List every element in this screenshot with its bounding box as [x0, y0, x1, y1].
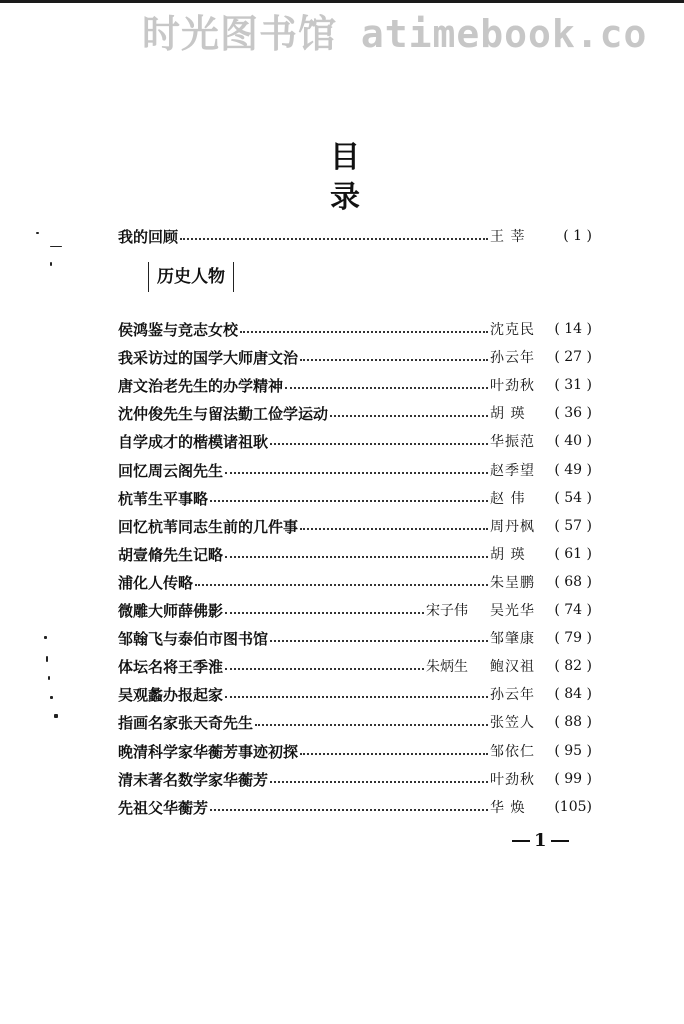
entry-page: ( 49 ) [554, 462, 592, 478]
entry-author: 胡 瑛 [490, 547, 526, 563]
entry-page: ( 88 ) [554, 714, 592, 730]
leader-dots [270, 443, 488, 445]
toc-entry[interactable] [118, 373, 592, 397]
toc-entry[interactable] [118, 486, 592, 510]
leader-dots [225, 472, 488, 474]
entry-title: 清末著名数学家华蘅芳 [118, 770, 269, 789]
section-heading: 历史人物 [148, 262, 234, 292]
entry-title: 沈仲俊先生与留法勤工俭学运动 [118, 404, 329, 423]
toc-entry[interactable] [118, 682, 592, 706]
toc-entry[interactable] [118, 224, 592, 248]
scan-speck [36, 232, 39, 234]
toc-entry[interactable] [118, 570, 592, 594]
leader-dots [210, 809, 488, 811]
entry-title: 邹翰飞与泰伯市图书馆 [118, 629, 269, 648]
entry-author: 赵 伟 [490, 491, 526, 507]
entry-author: 王 莘 [490, 229, 526, 245]
entry-author: 邹依仁 [490, 744, 535, 760]
entry-title: 先祖父华蘅芳 [118, 798, 209, 817]
toc-entry[interactable] [118, 429, 592, 453]
leader-dots [330, 415, 488, 417]
entry-title: 体坛名将王季淮 [118, 657, 224, 676]
entry-author: 孙云年 [490, 687, 535, 703]
entry-title: 浦化人传略 [118, 573, 194, 592]
entry-author: 张笠人 [490, 715, 535, 731]
entry-title: 胡壹脩先生记略 [118, 545, 224, 564]
entry-page: ( 82 ) [554, 658, 592, 674]
toc-entry[interactable] [118, 626, 592, 650]
entry-page: ( 68 ) [554, 574, 592, 590]
entry-page: ( 79 ) [554, 630, 592, 646]
toc-entry[interactable] [118, 458, 592, 482]
watermark: 时光图书馆 atimebook.co [142, 12, 648, 56]
entry-page: ( 84 ) [554, 686, 592, 702]
scan-speck [44, 636, 47, 639]
entry-page: ( 99 ) [554, 771, 592, 787]
leader-dots [300, 753, 488, 755]
entry-author: 胡 瑛 [490, 406, 526, 422]
entry-page: ( 31 ) [554, 377, 592, 393]
entry-title: 回忆杭苇同志生前的几件事 [118, 517, 299, 536]
leader-dots [180, 238, 488, 240]
leader-dots [225, 668, 424, 670]
scan-speck [50, 262, 52, 266]
scan-speck [50, 696, 53, 699]
entry-title: 晚清科学家华蘅芳事迹初探 [118, 742, 299, 761]
entry-page: ( 36 ) [554, 405, 592, 421]
scan-speck [54, 714, 58, 718]
entry-page: ( 95 ) [554, 743, 592, 759]
leader-dots [225, 696, 488, 698]
page-number-dash [551, 840, 569, 842]
entry-title: 我的回顾 [118, 227, 179, 246]
entry-coauthor: 朱炳生 [426, 659, 468, 675]
page-number-value: 1 [534, 830, 547, 851]
entry-title: 吴观蠡办报起家 [118, 685, 224, 704]
toc-entry[interactable] [118, 514, 592, 538]
entry-title: 指画名家张天奇先生 [118, 713, 254, 732]
entry-page: ( 40 ) [554, 433, 592, 449]
toc-entry[interactable] [118, 317, 592, 341]
page-number-dash [512, 840, 530, 842]
entry-author: 孙云年 [490, 350, 535, 366]
leader-dots [240, 331, 488, 333]
entry-author: 赵季望 [490, 463, 535, 479]
page-title: 目 录 [330, 140, 412, 215]
entry-page: ( 54 ) [554, 490, 592, 506]
entry-author: 叶劲秋 [490, 772, 535, 788]
entry-author: 朱呈鹏 [490, 575, 535, 591]
leader-dots [300, 359, 488, 361]
entry-page: ( 27 ) [554, 349, 592, 365]
top-rule [0, 0, 684, 3]
entry-title: 我采访过的国学大师唐文治 [118, 348, 299, 367]
entry-page: (105) [554, 799, 592, 815]
scan-speck [50, 246, 62, 247]
scan-speck [46, 656, 48, 662]
leader-dots [300, 528, 488, 530]
toc-entry[interactable] [118, 542, 592, 566]
entry-author: 华 焕 [490, 800, 526, 816]
leader-dots [225, 612, 424, 614]
toc-entry[interactable] [118, 345, 592, 369]
entry-page: ( 74 ) [554, 602, 592, 618]
entry-title: 侯鸿鉴与竞志女校 [118, 320, 239, 339]
leader-dots [225, 556, 488, 558]
leader-dots [285, 387, 488, 389]
entry-title: 微雕大师薛佛影 [118, 601, 224, 620]
leader-dots [255, 724, 488, 726]
toc-entry[interactable] [118, 739, 592, 763]
entry-page: ( 57 ) [554, 518, 592, 534]
entry-page: ( 61 ) [554, 546, 592, 562]
toc-entry[interactable] [118, 401, 592, 425]
toc-entry[interactable] [118, 767, 592, 791]
toc-entry[interactable] [118, 710, 592, 734]
entry-title: 杭苇生平事略 [118, 489, 209, 508]
entry-author: 吴光华 [490, 603, 535, 619]
entry-author: 周丹枫 [490, 519, 535, 535]
leader-dots [270, 640, 488, 642]
entry-page: ( 14 ) [554, 321, 592, 337]
entry-title: 自学成才的楷模诸祖耿 [118, 432, 269, 451]
leader-dots [270, 781, 488, 783]
toc-entry[interactable] [118, 654, 592, 678]
toc-entry[interactable] [118, 598, 592, 622]
scan-speck [48, 676, 50, 680]
entry-title: 唐文治老先生的办学精神 [118, 376, 284, 395]
leader-dots [210, 500, 488, 502]
entry-title: 回忆周云阁先生 [118, 461, 224, 480]
leader-dots [195, 584, 488, 586]
entry-coauthor: 宋子伟 [426, 603, 468, 619]
entry-author: 华振范 [490, 434, 535, 450]
page-number [512, 830, 569, 851]
entry-author: 叶劲秋 [490, 378, 535, 394]
toc-entry[interactable] [118, 795, 592, 819]
entry-author: 沈克民 [490, 322, 535, 338]
entry-author: 邹肇康 [490, 631, 535, 647]
entry-author: 鲍汉祖 [490, 659, 535, 675]
entry-page: ( 1 ) [563, 228, 592, 244]
